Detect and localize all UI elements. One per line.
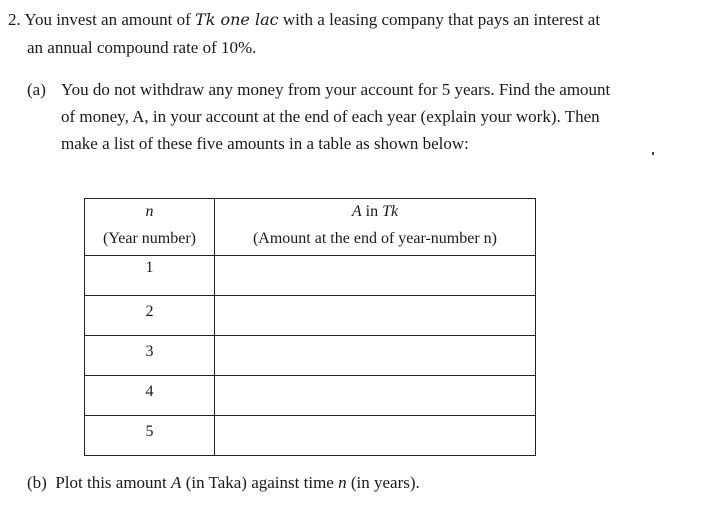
year-cell: 5 [85,416,215,456]
amount-cell[interactable] [215,376,536,416]
year-cell: 3 [85,336,215,376]
question-line-2: an annual compound rate of 10%. [27,38,257,57]
amounts-table [84,198,536,456]
header-year-caption: (Year number) [102,230,196,247]
part-b-var-a: A [171,473,182,492]
header-year [85,199,215,256]
stray-mark [652,152,654,155]
header-amount-caption: (Amount at the end of year-number n) [252,230,498,247]
table-row [85,336,536,376]
part-b-text-mid: (in Taka) against time [185,473,334,492]
table-header-row [85,199,536,256]
table-row [85,376,536,416]
amount-cell[interactable] [215,336,536,376]
part-b-text-pre: Plot this amount [55,473,167,492]
part-b-label: (b) [27,473,47,492]
header-amount [215,199,536,256]
part-a-line-2: of money, A, in your account at the end of each year (explain your work). Then [61,107,600,126]
table-row [85,416,536,456]
amount-cell[interactable] [215,256,536,296]
part-b-text-post: (in years). [350,473,420,492]
question-number: 2. [8,10,21,29]
table-row [85,256,536,296]
table-row [85,296,536,336]
question-text-pre: You invest an amount of [24,10,191,29]
part-b-var-n: n [338,473,347,492]
part-a-line-3: make a list of these five amounts in a table as shown below: [61,134,469,153]
header-year-symbol: n [145,203,154,220]
question-text-post: with a leasing company that pays an interest at [282,10,601,29]
part-a-label: (a) [27,80,46,99]
header-amount-symbol: A in Tk [351,203,399,220]
question-amount: Tk one lac [195,10,279,29]
amount-cell[interactable] [215,296,536,336]
year-cell: 4 [85,376,215,416]
year-cell: 2 [85,296,215,336]
amount-cell[interactable] [215,416,536,456]
year-cell: 1 [85,256,215,296]
part-a-line-1: You do not withdraw any money from your account for 5 years. Find the amount [61,80,611,99]
question-line-1 [8,10,600,30]
part-b-line [27,473,420,493]
